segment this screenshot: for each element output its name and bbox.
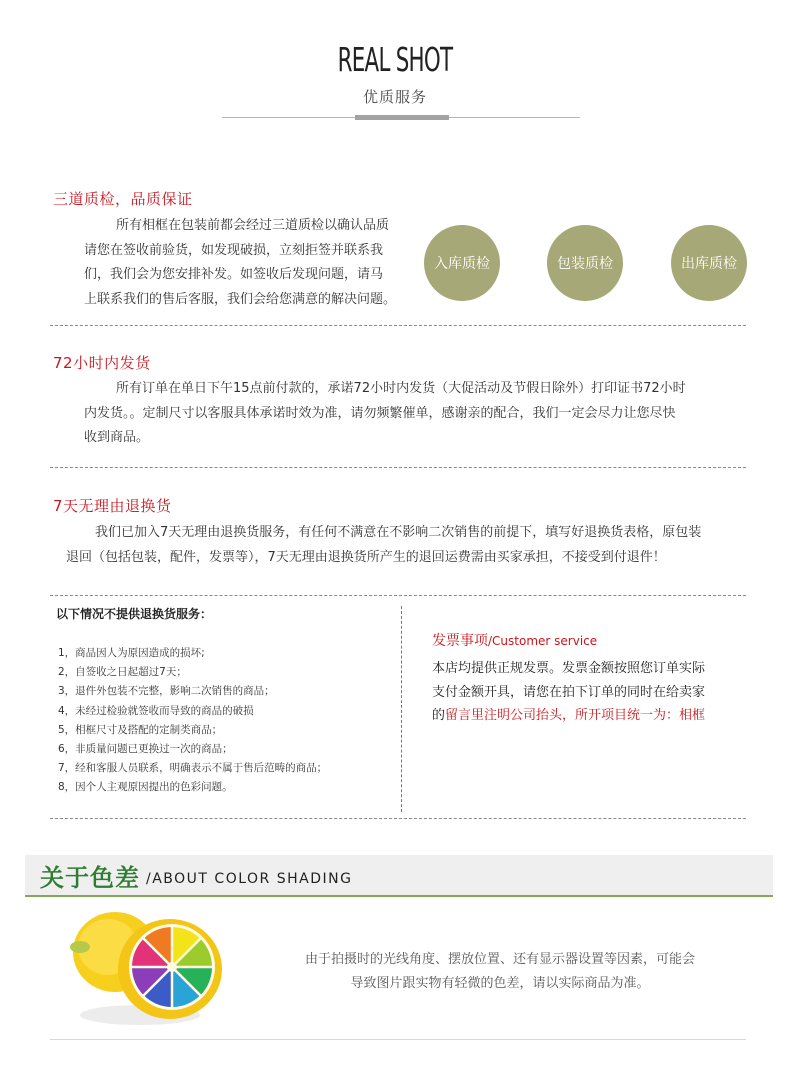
- list-item: 6，非质量问题已更换过一次的商品；: [58, 743, 233, 756]
- outbound-check-badge: 出库质检: [671, 225, 747, 301]
- quality-text: [84, 214, 424, 312]
- returns-line: 我们已加入7天无理由退换货服务，有任何不满意在不影响二次销售的前提下，填写好退换货表格，原包装: [95, 525, 702, 540]
- invoice-line: 支付金额开具，请您在拍下订单的同时在给卖家: [432, 684, 706, 700]
- invoice-title-en: /Customer service: [488, 634, 598, 648]
- bottom-divider: [50, 1039, 746, 1040]
- invoice-line: [432, 704, 762, 728]
- returns-text: [66, 521, 771, 570]
- invoice-line: 本店均提供正规发票。发票金额按照您订单实际: [432, 661, 706, 676]
- invoice-line3-prefix: 的: [432, 708, 446, 723]
- list-item: 3，退件外包装不完整，影响二次销售的商品；: [58, 685, 275, 698]
- page-subtitle: 优质服务: [362, 88, 427, 106]
- returns-line: 退回（包括包装，配件，发票等），7天无理由退换货所产生的退回运费需由买家承担，不接受到付退件！: [66, 549, 666, 565]
- about-line: 由于拍摄时的光线角度、摆放位置、还有显示器设置等因素，可能会: [304, 952, 695, 967]
- quality-line: 请您在签收前验货，如发现破损，立刻拒签并联系我: [84, 242, 384, 258]
- no-return-list: [58, 644, 398, 798]
- shipping-line: 内发货。。定制尺寸以客服具体承诺时效为准，请勿频繁催单，感谢亲的配合，我们一定会尽力让您尽快: [84, 405, 676, 421]
- shipping-text: [84, 377, 764, 451]
- about-line: 导致图片跟实物有轻微的色差，请以实际商品为准。: [350, 976, 650, 991]
- list-item: 2，自签收之日起超过7天；: [58, 666, 187, 679]
- no-return-title: 以下情况不提供退换货服务：: [56, 607, 213, 621]
- header-accent-bar: [355, 115, 449, 120]
- divider: [50, 595, 746, 596]
- shipping-line: 收到商品。: [84, 430, 150, 445]
- shipping-line: 所有订单在单日下午15点前付款的，承诺72小时内发货（大促活动及节假日除外）打印证书72小时: [116, 381, 686, 396]
- invoice-line3-highlight: 留言里注明公司抬头，所开项目统一为：相框: [445, 708, 706, 723]
- quality-line: 们，我们会为您安排补发。如签收后发现问题，请马: [84, 267, 384, 282]
- page-title: REAL SHOT: [337, 40, 453, 79]
- quality-line: 上联系我们的售后客服，我们会给您满意的解决问题。: [84, 291, 397, 307]
- shipping-title: 72小时内发货: [53, 354, 151, 372]
- divider: [50, 467, 746, 468]
- packaging-check-badge: 包装质检: [547, 225, 623, 301]
- inbound-check-badge: 入库质检: [424, 225, 500, 301]
- returns-title: 7天无理由退换货: [53, 497, 172, 515]
- list-item: 5，相框尺寸及搭配的定制类商品；: [58, 723, 223, 736]
- quality-line: 所有相框在包装前都会经过三道质检以确认品质: [116, 218, 390, 233]
- list-item: 8，因个人主观原因提出的色彩问题。: [58, 781, 233, 794]
- list-item: 1，商品因人为原因造成的损坏;: [58, 647, 205, 659]
- invoice-text: [432, 657, 762, 728]
- column-divider: [401, 606, 402, 812]
- quality-title: 三道质检，品质保证: [53, 190, 193, 208]
- about-title-en: /ABOUT COLOR SHADING: [146, 871, 353, 887]
- divider: [50, 818, 746, 819]
- divider: [50, 325, 746, 326]
- list-item: 4，未经过检验就签收而导致的商品的破损: [58, 704, 254, 717]
- invoice-title-cn: 发票事项: [432, 633, 488, 649]
- rainbow-lemon-image: [60, 897, 240, 1032]
- about-title-cn: 关于色差: [40, 864, 140, 892]
- about-text: [255, 948, 745, 996]
- list-item: 7，经和客服人员联系，明确表示不属于售后范畴的商品；: [58, 762, 328, 775]
- invoice-title: [432, 630, 597, 650]
